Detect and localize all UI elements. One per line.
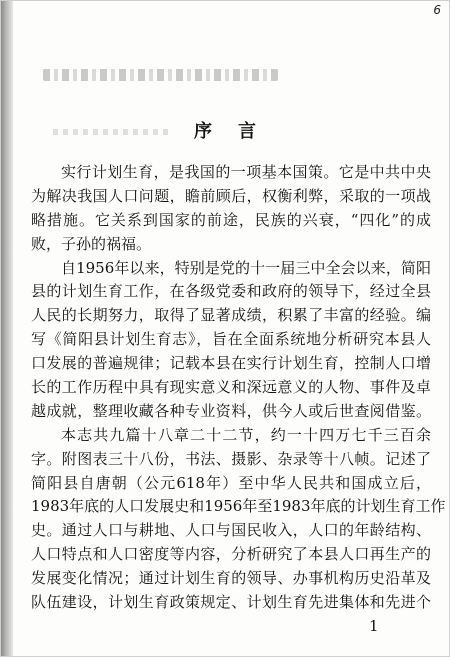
text-line: 县的计划生育工作，在各级党委和政府的领导下，经过全县: [31, 282, 431, 301]
body-text: [31, 161, 446, 615]
corner-page-mark: 6: [433, 3, 441, 17]
page-title: 序言: [194, 121, 282, 142]
text-line: 人民的长期努力，取得了显著成绩，积累了丰富的经验。编: [31, 306, 431, 325]
text-line: 史。通过人口与耕地、人口与国民收入，人口的年龄结构、: [31, 521, 431, 540]
text-line: 略措施。它关系到国家的前途，民族的兴衰，“四化”的成: [31, 210, 431, 229]
text-line: 简阳县自唐朝（公元618年）至中华人民共和国成立后，: [31, 473, 431, 492]
text-line: 实行计划生育，是我国的一项基本国策。它是中共中央: [61, 163, 431, 181]
text-line: 自1956年以来，特别是党的十一届三中全会以来，简阳: [61, 258, 431, 277]
text-line: 写《简阳县计划生育志》，旨在全面系统地分析研究本县人: [31, 330, 431, 349]
text-line: 败，子孙的祸福。: [31, 234, 152, 253]
binding-shadow: [1, 1, 13, 656]
text-line: 为解决我国人口问题，瞻前顾后，权衡利弊，采取的一项战: [31, 186, 431, 205]
page-number: 1: [369, 617, 379, 635]
text-line: 发展变化情况；通过计划生育的领导、办事机构历史沿革及: [31, 569, 431, 588]
text-line: 1983年底的人口发展史和1956年至1983年底的计划生育工作: [31, 497, 446, 516]
bleed-through-text: [43, 69, 278, 81]
text-line: 越成就，整理收藏各种专业资料，供今人或后世查阅借鉴。: [31, 401, 431, 420]
text-line: 人口特点和人口密度等内容，分析研究了本县人口再生产的: [31, 545, 431, 564]
text-line: 长的工作历程中具有现实意义和深远意义的人物、事件及卓: [31, 378, 431, 397]
text-line: 队伍建设，计划生育政策规定、计划生育先进集体和先进个: [31, 593, 431, 612]
text-line: 本志共九篇十八章二十二节，约一十四万七千三百余: [61, 425, 431, 444]
text-line: 字。附图表三十八份，书法、摄影、杂录等十八帧。记述了: [31, 449, 431, 468]
text-line: 口发展的普遍规律；记载本县在实行计划生育，控制人口增: [31, 354, 431, 373]
